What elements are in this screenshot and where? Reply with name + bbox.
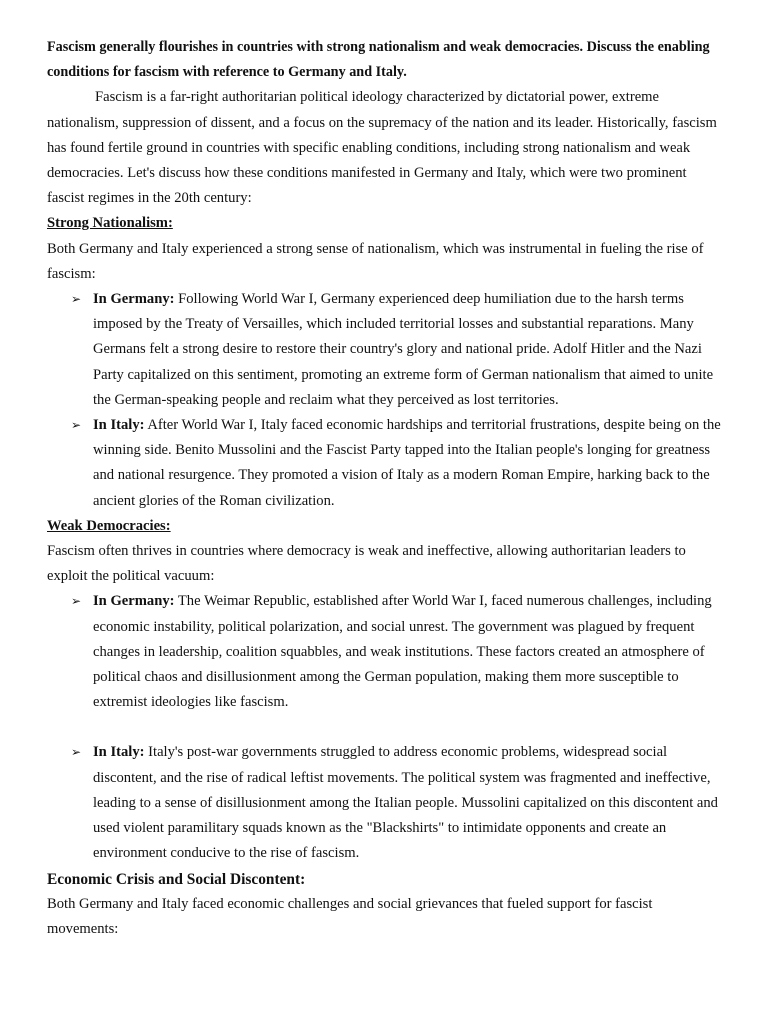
list-item [47,740,727,866]
section-heading-strong-nationalism: Strong Nationalism: [47,215,173,232]
essay-question: Fascism generally flourishes in countries with strong nationalism and weak democracies. Discuss the enabling conditions for fascism with reference to Germany and Italy. [47,39,710,81]
bullet-list-strong-nationalism [47,287,727,514]
bullet-list-weak-democracies-continued [47,740,727,866]
list-item [47,413,727,514]
bullet-title: In Germany: [93,291,175,308]
section-heading-weak-democracies: Weak Democracies: [47,517,171,534]
section-lead-weak-democracies: Fascism often thrives in countries where democracy is weak and ineffective, allowing authoritarian leaders to exploit the political vacuum: [47,543,686,585]
bullet-text: The Weimar Republic, established after World War I, faced numerous challenges, including economic instability, political polarization, and social unrest. The government was plagued by frequent changes in leadership, coalition squabbles, and weak institutions. These factors created an atmosphere of political chaos and disillusionment among the German population, making them more susceptible to extremist ideologies like fascism. [93,593,712,711]
arrowhead-bullet-icon: ➢ [71,418,82,433]
arrowhead-bullet-icon: ➢ [71,594,82,609]
section-heading-economic-crisis: Economic Crisis and Social Discontent: [47,870,306,888]
document-page [47,35,727,942]
bullet-title: In Italy: [93,744,145,761]
bullet-title: In Italy: [93,417,145,434]
bullet-title: In Germany: [93,593,175,610]
bullet-text: After World War I, Italy faced economic hardships and territorial frustrations, despite being on the winning side. Benito Mussolini and the Fascist Party tapped into the Italian people's longing for greatness and national resurgence. They promoted a vision of Italy as a modern Roman Empire, harking back to the ancient glories of the Roman civilization. [93,417,721,509]
section-lead-economic-crisis: Both Germany and Italy faced economic challenges and social grievances that fueled support for fascist movements: [47,895,653,937]
section-lead-strong-nationalism: Both Germany and Italy experienced a strong sense of nationalism, which was instrumental in fueling the rise of fascism: [47,240,704,282]
blank-line [47,715,727,740]
list-item [47,589,727,715]
list-item [47,287,727,413]
bullet-text: Following World War I, Germany experienced deep humiliation due to the harsh terms imposed by the Treaty of Versailles, which included territorial losses and substantial reparations. Many Germans felt a strong desire to restore their country's glory and national pride. Adolf Hitler and the Nazi Party capitalized on this sentiment, promoting an extreme form of German nationalism that aimed to unite the German-speaking people and reclaim what they perceived as lost territories. [93,291,714,408]
bullet-list-weak-democracies [47,589,727,715]
arrowhead-bullet-icon: ➢ [71,292,82,307]
bullet-text: Italy's post-war governments struggled to address economic problems, widespread social discontent, and the rise of radical leftist movements. The political system was fragmented and ineffective, leading to a sense of disillusionment among the Italian people. Mussolini capitalized on this discontent and used violent paramilitary squads known as the "Blackshirts" to intimidate opponents and create an environment conducive to the rise of fascism. [93,744,718,862]
arrowhead-bullet-icon: ➢ [71,745,82,760]
intro-paragraph: Fascism is a far-right authoritarian political ideology characterized by dictatorial power, extreme nationalism, suppression of dissent, and a focus on the supremacy of the nation and its leader. Historically, fascism has found fertile ground in countries with specific enabling conditions, including strong nationalism and weak democracies. Let's discuss how these conditions manifested in Germany and Italy, which were two prominent fascist regimes in the 20th century: [47,89,717,207]
